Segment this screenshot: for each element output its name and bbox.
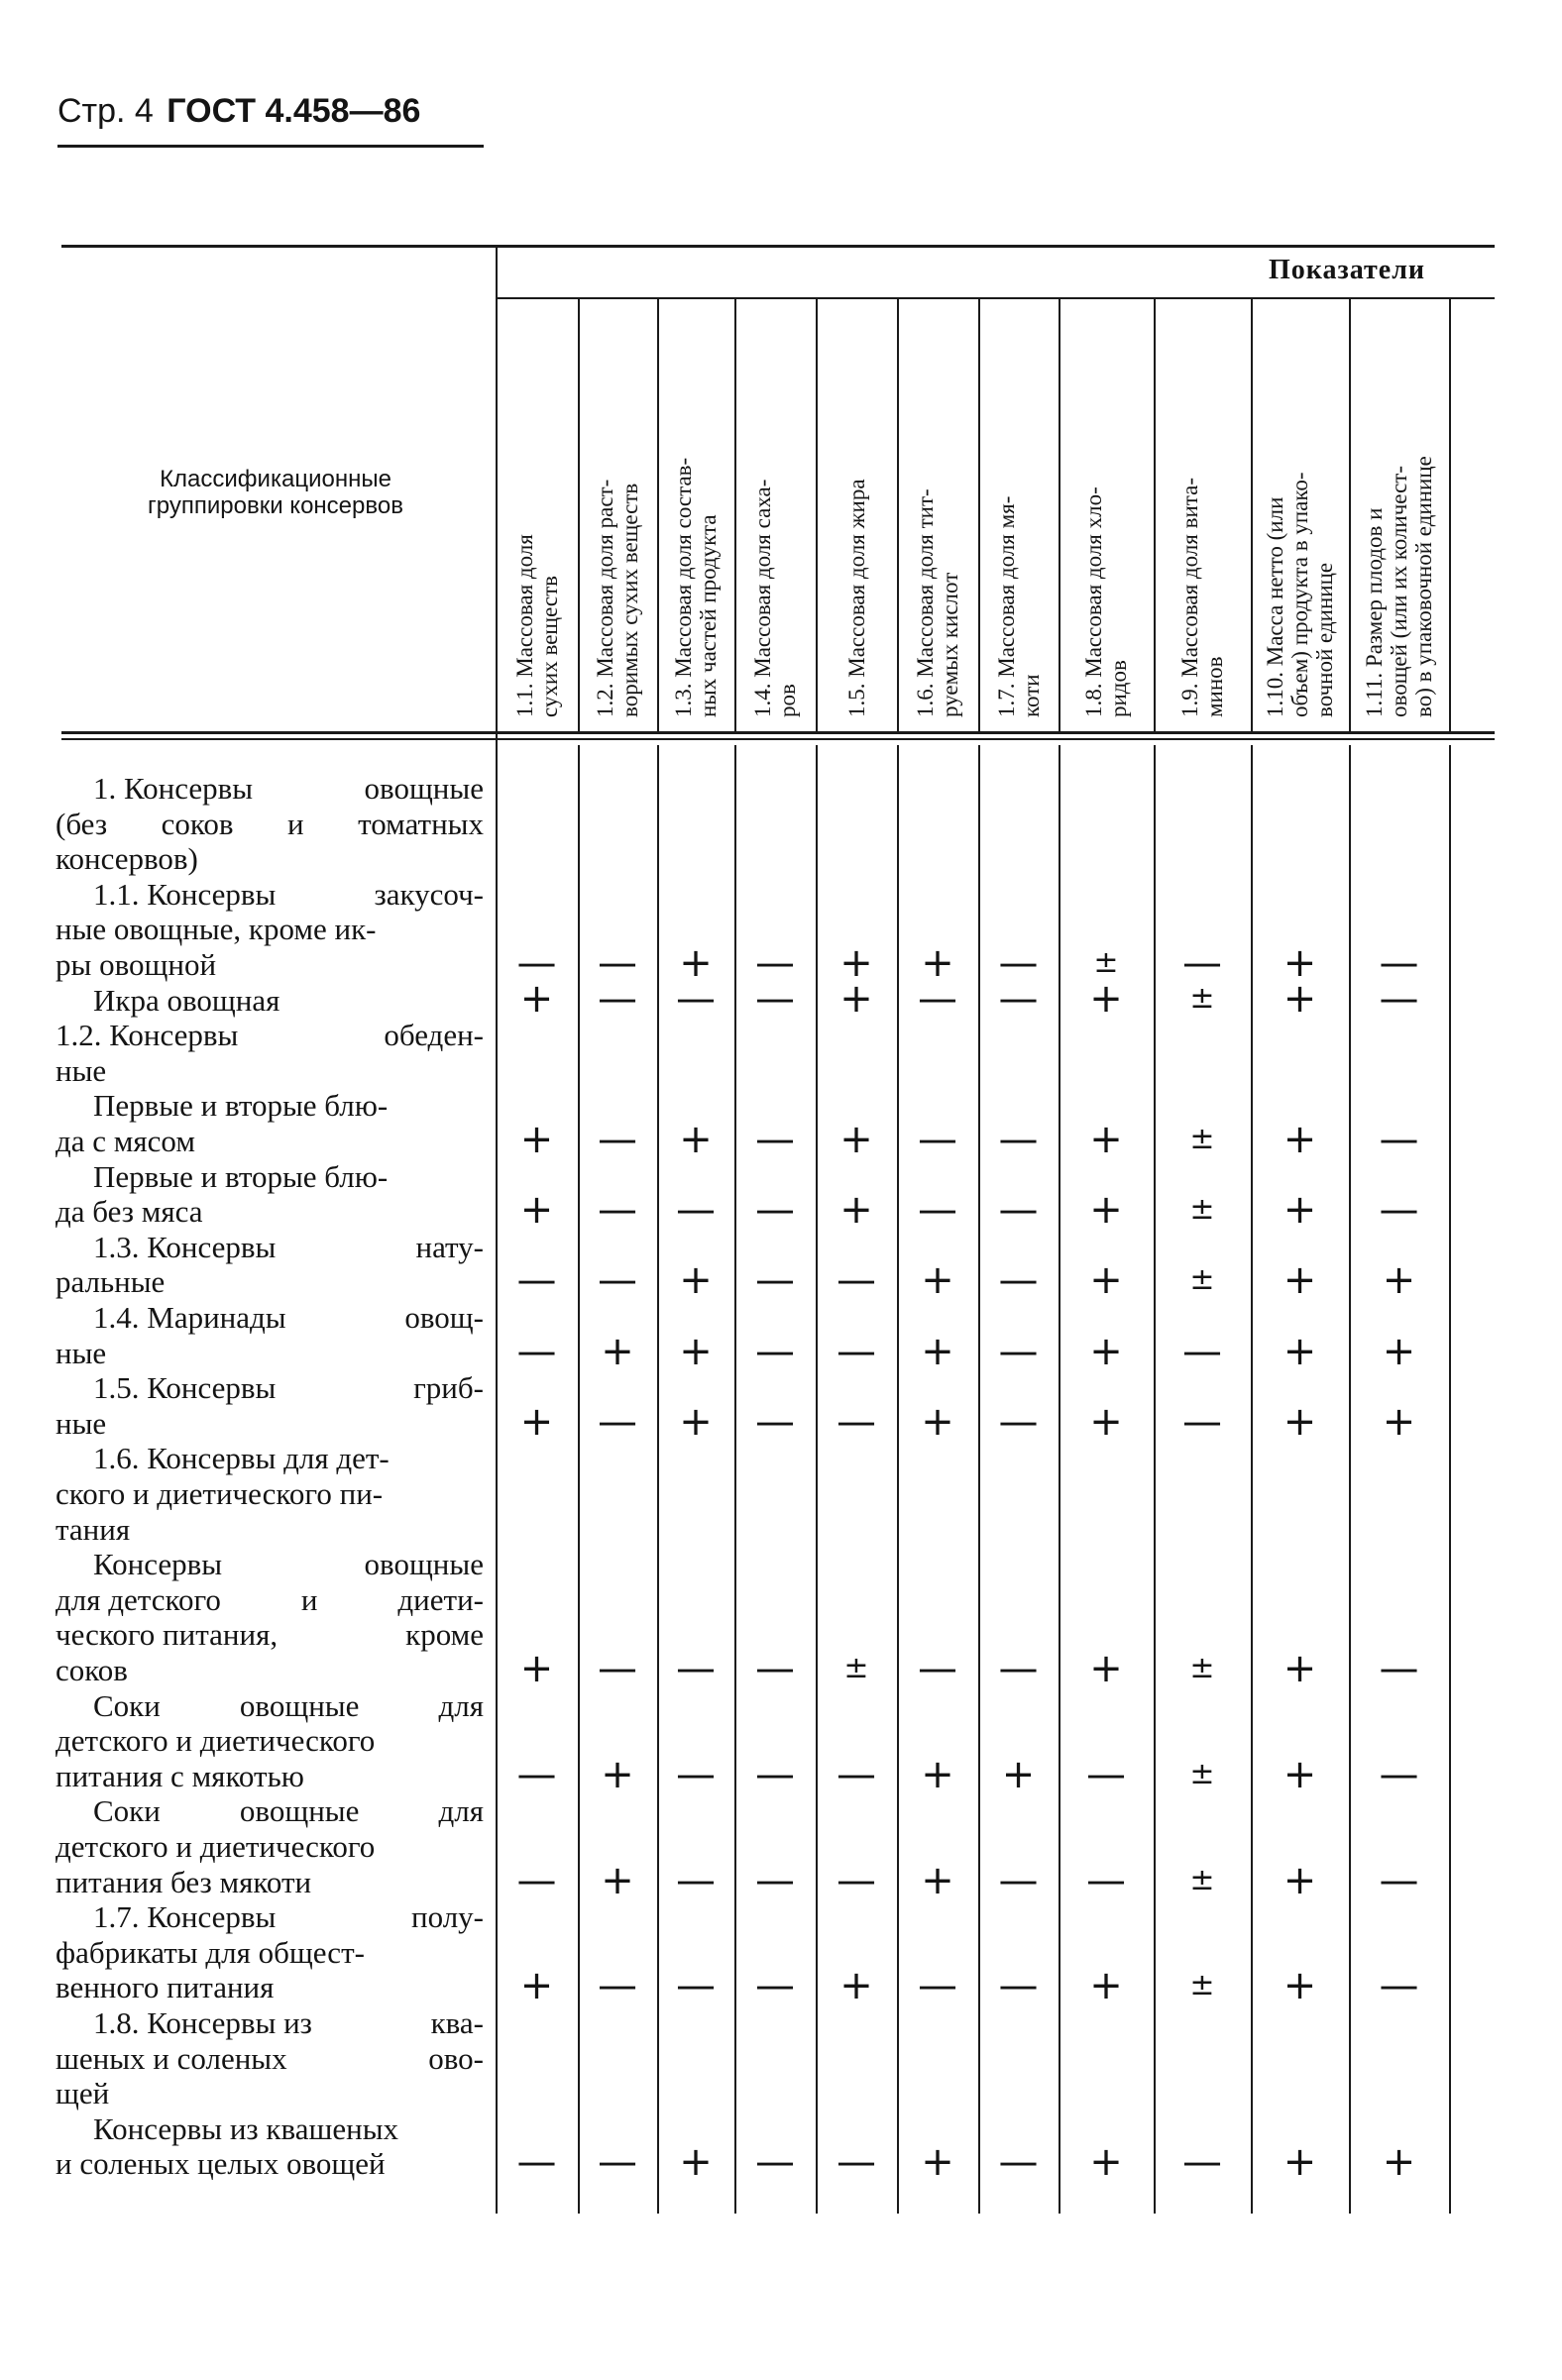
stub-word: для [438, 1687, 484, 1723]
column-header-line: 1.1. Массовая доля [511, 534, 537, 717]
cell-mark: + [921, 940, 954, 986]
stub-text-line [93, 1370, 484, 1406]
cell-mark: ± [1189, 1968, 1215, 2003]
cell-mark: + [1089, 1117, 1123, 1162]
stub-text-line [56, 1970, 484, 2005]
stub-word: гриб- [413, 1370, 484, 1406]
cell-mark: — [676, 1751, 716, 1797]
stub-text-line [56, 841, 484, 877]
stub-word: Икра овощная [93, 982, 280, 1018]
cell-mark: + [839, 1963, 873, 2009]
stub-word: 1.5. Консервы [93, 1370, 277, 1406]
cell-mark: — [1182, 940, 1222, 986]
stub-word: фабрикаты для общест- [56, 1934, 365, 1970]
cell-mark: — [1086, 1857, 1126, 1903]
cell-mark: — [516, 1857, 557, 1903]
cell-mark: — [516, 2139, 557, 2186]
stub-text-line [56, 1018, 484, 1053]
cell-mark: — [598, 1257, 637, 1304]
column-divider [816, 745, 818, 2214]
cell-mark: ± [1189, 980, 1215, 1016]
cell-mark: + [921, 1257, 954, 1304]
stub-word: ные овощные, кроме ик- [56, 912, 377, 947]
stub-text-line [56, 1759, 484, 1794]
cell-mark: + [1382, 1257, 1416, 1304]
cell-mark: + [679, 2139, 713, 2186]
cell-mark: + [601, 1857, 634, 1903]
column-header-line: минов [1202, 656, 1227, 717]
column-header-line: 1.7. Массовая доля мя- [993, 495, 1019, 717]
column-divider [1154, 745, 1156, 2214]
cell-mark: + [1382, 1328, 1416, 1374]
cell-mark: + [1283, 1751, 1317, 1797]
stub-word: овощные [364, 1547, 484, 1582]
cell-mark: + [1089, 1398, 1123, 1445]
cell-mark: + [1089, 1257, 1123, 1304]
stub-word: венного питания [56, 1970, 275, 2005]
cell-mark: ± [1093, 945, 1119, 980]
stub-word: 1.7. Консервы [93, 1899, 277, 1935]
column-header-line: овощей (или их количест- [1387, 466, 1411, 717]
stub-word: 1.3. Консервы [93, 1229, 277, 1264]
stub-text-line [93, 771, 484, 807]
cell-mark: — [1379, 1187, 1419, 1234]
cell-mark: — [1379, 1857, 1419, 1903]
indicators-header-rule [496, 297, 1495, 299]
column-header-line: объем) продукта в упако- [1287, 472, 1312, 717]
stub-text-line [93, 1793, 484, 1829]
column-divider [657, 745, 659, 2214]
stub-text-line [56, 807, 484, 842]
cell-mark: — [998, 1963, 1039, 2009]
stub-word: да с мясом [56, 1124, 195, 1158]
cell-mark: + [839, 940, 873, 986]
cell-mark: + [1089, 1646, 1123, 1691]
column-header-line: 1.6. Массовая доля тит- [913, 488, 938, 717]
cell-mark: — [755, 2139, 795, 2186]
cell-mark: ± [843, 1651, 869, 1685]
column-header-line: 1.10. Масса нетто (или [1263, 496, 1287, 717]
stub-word: Соки [93, 1793, 161, 1829]
cell-mark: — [837, 1751, 876, 1797]
stub-word: ные [56, 1052, 107, 1088]
cell-mark: + [1283, 1646, 1317, 1691]
stub-word: обеден- [384, 1018, 484, 1053]
column-header-7 [994, 321, 1044, 717]
cell-mark: — [1379, 1963, 1419, 2009]
column-header-10 [1263, 321, 1337, 717]
stub-text-line [56, 1476, 484, 1512]
column-header-3 [671, 321, 721, 717]
column-header-line: ров [775, 684, 800, 717]
stub-word: тания [56, 1511, 131, 1547]
stub-word: томатных [358, 806, 484, 841]
column-header-line: вочной единице [1312, 562, 1337, 717]
cell-mark: ± [1189, 1862, 1215, 1897]
cell-mark: — [998, 1646, 1039, 1691]
cell-mark: ± [1189, 1756, 1215, 1791]
cell-mark: — [998, 2139, 1039, 2186]
cell-mark: — [918, 1117, 957, 1162]
cell-mark: — [755, 1328, 795, 1374]
cell-mark: — [837, 1257, 876, 1304]
cell-mark: — [676, 1857, 716, 1903]
cell-mark: + [679, 1398, 713, 1445]
stub-text-line [93, 2005, 484, 2041]
column-header-divider [578, 297, 580, 731]
cell-mark: + [519, 1187, 554, 1234]
column-header-line: 1.3. Массовая доля состав- [671, 457, 696, 717]
stub-text-line [93, 983, 484, 1019]
cell-mark: + [601, 1328, 634, 1374]
column-divider [897, 745, 899, 2214]
stub-word: детского и диетического [56, 1829, 376, 1864]
stub-word: овощные [239, 1793, 360, 1829]
stub-text-line [93, 1688, 484, 1724]
cell-mark: — [516, 1751, 557, 1797]
cell-mark: — [598, 975, 637, 1022]
stub-word: кроме [405, 1617, 484, 1653]
stub-word: Соки [93, 1687, 161, 1723]
stub-header-line: группировки консервов [148, 492, 403, 519]
stub-text-line [93, 1230, 484, 1265]
stub-word: ры овощной [56, 947, 217, 982]
cell-mark: + [1001, 1751, 1036, 1797]
stub-text-line [56, 1053, 484, 1089]
stub-word: (без [56, 806, 108, 841]
stub-text-line [56, 947, 484, 983]
stub-word: 1.1. Консервы [93, 876, 277, 912]
cell-mark: — [918, 1187, 957, 1234]
cell-mark: + [679, 1257, 713, 1304]
cell-mark: — [598, 940, 637, 986]
cell-mark: + [519, 1963, 554, 2009]
column-header-9 [1177, 321, 1227, 717]
stub-text-line [93, 2111, 484, 2147]
column-header-divider [1154, 297, 1156, 731]
cell-mark: — [998, 1117, 1039, 1162]
column-header-5 [844, 321, 869, 717]
stub-word: и соленых целых овощей [56, 2146, 386, 2182]
column-header-6 [913, 321, 962, 717]
cell-mark: — [998, 1328, 1039, 1374]
stub-text-line [56, 1723, 484, 1759]
stub-text-line [56, 1582, 484, 1618]
stub-text-line [56, 2076, 484, 2111]
cell-mark: + [679, 1328, 713, 1374]
cell-mark: ± [1189, 1262, 1215, 1298]
cell-mark: — [837, 1857, 876, 1903]
stub-text-line [56, 1194, 484, 1230]
cell-mark: ± [1189, 1122, 1215, 1156]
column-header-2 [593, 321, 642, 717]
cell-mark: + [1283, 940, 1317, 986]
cell-mark: — [1379, 1751, 1419, 1797]
stub-text-line [93, 1441, 484, 1476]
column-header-divider [897, 297, 899, 731]
stub-word: ральные [56, 1264, 166, 1300]
column-header-line: 1.4. Массовая доля саха- [750, 479, 775, 717]
stub-word: для [438, 1793, 484, 1829]
cell-mark: — [676, 975, 716, 1022]
cell-mark: + [1283, 2139, 1317, 2186]
table-top-rule [61, 245, 1495, 248]
stub-word: и [287, 806, 304, 841]
cell-mark: — [516, 940, 557, 986]
stub-word: соков [161, 806, 234, 841]
cell-mark: — [598, 1963, 637, 2009]
stub-text-line [56, 1617, 484, 1653]
cell-mark: — [598, 1398, 637, 1445]
cell-mark: + [839, 975, 873, 1022]
stub-word: овощ- [404, 1300, 484, 1335]
column-header-line: руемых кислот [938, 572, 962, 717]
stub-word: овощные [364, 771, 484, 806]
cell-mark: — [598, 1646, 637, 1691]
stub-text-line [93, 1300, 484, 1336]
cell-mark: + [839, 1187, 873, 1234]
column-header-8 [1081, 321, 1131, 717]
cell-mark: — [1379, 1646, 1419, 1691]
stub-word: закусоч- [374, 876, 484, 912]
cell-mark: — [755, 1117, 795, 1162]
cell-mark: + [1283, 1117, 1317, 1162]
stub-word: консервов) [56, 841, 198, 877]
cell-mark: + [1089, 975, 1123, 1022]
stub-text-line [56, 2041, 484, 2077]
stub-text-line [93, 1159, 484, 1195]
cell-mark: — [837, 1328, 876, 1374]
stub-word: полу- [411, 1899, 484, 1935]
stub-word: для детского [56, 1581, 221, 1617]
stub-text-line [56, 1935, 484, 1971]
cell-mark: + [1382, 2139, 1416, 2186]
stub-text-line [93, 1547, 484, 1582]
cell-mark: + [1283, 975, 1317, 1022]
stub-text-line [56, 1406, 484, 1442]
cell-mark: — [676, 1963, 716, 2009]
cell-mark: + [921, 1751, 954, 1797]
column-header-divider [734, 297, 736, 731]
stub-word: детского и диетического [56, 1723, 376, 1759]
stub-word: ква- [430, 2005, 484, 2040]
cell-mark: — [755, 1646, 795, 1691]
column-divider [734, 745, 736, 2214]
column-header-1 [512, 321, 562, 717]
cell-mark: + [1283, 1328, 1317, 1374]
cell-mark: + [1283, 1857, 1317, 1903]
stub-divider-line [496, 245, 498, 2214]
cell-mark: — [998, 1857, 1039, 1903]
stub-text-line [93, 1899, 484, 1935]
standard-title: ГОСТ 4.458—86 [167, 92, 421, 130]
column-header-divider [978, 297, 980, 731]
cell-mark: + [1089, 1963, 1123, 2009]
column-divider [578, 745, 580, 2214]
stub-word: диети- [397, 1581, 484, 1617]
column-header-line: 1.8. Массовая доля хло- [1081, 487, 1106, 717]
cell-mark: + [1283, 1963, 1317, 2009]
cell-mark: — [676, 1646, 716, 1691]
column-header-4 [750, 321, 800, 717]
stub-text-line [93, 1088, 484, 1124]
stub-word: шеных и соленых [56, 2040, 287, 2076]
stub-word: 1.6. Консервы для дет- [93, 1441, 390, 1476]
stub-word: 1. Консервы [93, 771, 254, 806]
column-header-line: ных частей продукта [696, 514, 721, 717]
stub-header [67, 466, 484, 519]
cell-mark: + [1089, 1328, 1123, 1374]
cell-mark: + [519, 1398, 554, 1445]
stub-text-line [56, 1829, 484, 1865]
column-header-divider [816, 297, 818, 731]
stub-word: Консервы из квашеных [93, 2110, 399, 2146]
cell-mark: — [1182, 1328, 1222, 1374]
cell-mark: — [755, 940, 795, 986]
column-header-line: коти [1018, 674, 1044, 717]
cell-mark: — [755, 1398, 795, 1445]
cell-mark: — [516, 1257, 557, 1304]
cell-mark: — [1379, 1117, 1419, 1162]
cell-mark: + [1283, 1187, 1317, 1234]
stub-word: Первые и вторые блю- [93, 1088, 389, 1124]
stub-text-line [56, 1865, 484, 1900]
cell-mark: ± [1189, 1192, 1215, 1228]
column-header-line: во) в упаковочной единице [1411, 456, 1436, 717]
cell-mark: + [839, 1117, 873, 1162]
cell-mark: — [598, 2139, 637, 2186]
stub-word: и [300, 1581, 318, 1617]
cell-mark: — [998, 1187, 1039, 1234]
cell-mark: — [676, 1187, 716, 1234]
cell-mark: — [598, 1117, 637, 1162]
stub-text-line [56, 1653, 484, 1688]
column-divider [1251, 745, 1253, 2214]
cell-mark: — [755, 1187, 795, 1234]
column-header-line: 1.5. Массовая доля жира [843, 479, 869, 717]
column-header-divider [1349, 297, 1351, 731]
cell-mark: + [921, 2139, 954, 2186]
column-header-divider [1251, 297, 1253, 731]
stub-text-line [56, 1264, 484, 1300]
column-divider [1349, 745, 1351, 2214]
stub-text-line [93, 877, 484, 913]
column-header-line: 1.2. Массовая доля раст- [593, 479, 617, 717]
column-header-divider [1059, 297, 1060, 731]
cell-mark: + [1089, 1187, 1123, 1234]
column-header-line: сухих веществ [536, 575, 562, 717]
column-header-11 [1362, 321, 1436, 717]
stub-text-line [56, 2146, 484, 2182]
column-header-line: 1.9. Массовая доля вита- [1177, 478, 1202, 717]
cell-mark: + [601, 1751, 634, 1797]
cell-mark: — [516, 1328, 557, 1374]
stub-word: ные [56, 1335, 107, 1370]
cell-mark: + [921, 1398, 954, 1445]
column-header-line: 1.11. Размер плодов и [1362, 507, 1387, 717]
cell-mark: — [1379, 975, 1419, 1022]
stub-word: питания без мякоти [56, 1864, 312, 1899]
cell-mark: — [755, 1257, 795, 1304]
cell-mark: — [755, 1857, 795, 1903]
cell-mark: — [998, 1398, 1039, 1445]
cell-mark: + [679, 940, 713, 986]
stub-word: ческого питания, [56, 1617, 279, 1653]
cell-mark: — [918, 1963, 957, 2009]
cell-mark: — [598, 1187, 637, 1234]
stub-word: Первые и вторые блю- [93, 1158, 389, 1194]
cell-mark: + [921, 1328, 954, 1374]
cell-mark: — [918, 1646, 957, 1691]
cell-mark: — [755, 975, 795, 1022]
stub-word: щей [56, 2076, 110, 2111]
column-header-line: воримых сухих веществ [617, 483, 642, 717]
column-divider [1449, 745, 1451, 2214]
column-divider [978, 745, 980, 2214]
stub-word: 1.8. Консервы из [93, 2005, 312, 2040]
stub-text-line [56, 912, 484, 947]
cell-mark: + [921, 1857, 954, 1903]
cell-mark: + [679, 1117, 713, 1162]
stub-word: нату- [415, 1229, 484, 1264]
cell-mark: + [1089, 2139, 1123, 2186]
cell-mark: — [755, 1963, 795, 2009]
stub-text-line [56, 1512, 484, 1548]
stub-text-line [56, 1336, 484, 1371]
stub-word: питания с мякотью [56, 1758, 304, 1793]
stub-word: овощные [239, 1687, 360, 1723]
stub-word: соков [56, 1653, 128, 1687]
column-divider [1059, 745, 1060, 2214]
stub-word: да без мяса [56, 1194, 203, 1230]
column-header-line: ридов [1106, 660, 1131, 717]
cell-mark: + [519, 1646, 554, 1691]
cell-mark: — [837, 2139, 876, 2186]
stub-word: ные [56, 1405, 107, 1441]
cell-mark: + [519, 975, 554, 1022]
cell-mark: — [998, 1257, 1039, 1304]
cell-mark: — [1182, 1398, 1222, 1445]
cell-mark: — [1086, 1751, 1126, 1797]
page-number: Стр. 4 [57, 92, 154, 130]
cell-mark: — [998, 975, 1039, 1022]
cell-mark: — [918, 975, 957, 1022]
cell-mark: — [837, 1398, 876, 1445]
column-header-divider [1449, 297, 1451, 731]
stub-word: 1.2. Консервы [56, 1018, 239, 1053]
column-header-divider [657, 297, 659, 731]
stub-word: 1.4. Маринады [93, 1300, 286, 1335]
header-bottom-rule [61, 731, 1495, 734]
cell-mark: — [1379, 940, 1419, 986]
cell-mark: ± [1189, 1651, 1215, 1685]
cell-mark: — [755, 1751, 795, 1797]
indicators-super-header: Показатели [1269, 255, 1426, 285]
stub-header-line: Классификационные [160, 466, 391, 492]
cell-mark: — [1182, 2139, 1222, 2186]
cell-mark: + [1283, 1257, 1317, 1304]
cell-mark: + [1283, 1398, 1317, 1445]
cell-mark: — [998, 940, 1039, 986]
stub-word: Консервы [93, 1547, 223, 1582]
header-bottom-rule-double [61, 738, 1495, 740]
cell-mark: + [519, 1117, 554, 1162]
stub-word: ово- [428, 2040, 484, 2076]
stub-text-line [56, 1124, 484, 1159]
cell-mark: + [1382, 1398, 1416, 1445]
stub-word: ского и диетического пи- [56, 1476, 384, 1511]
